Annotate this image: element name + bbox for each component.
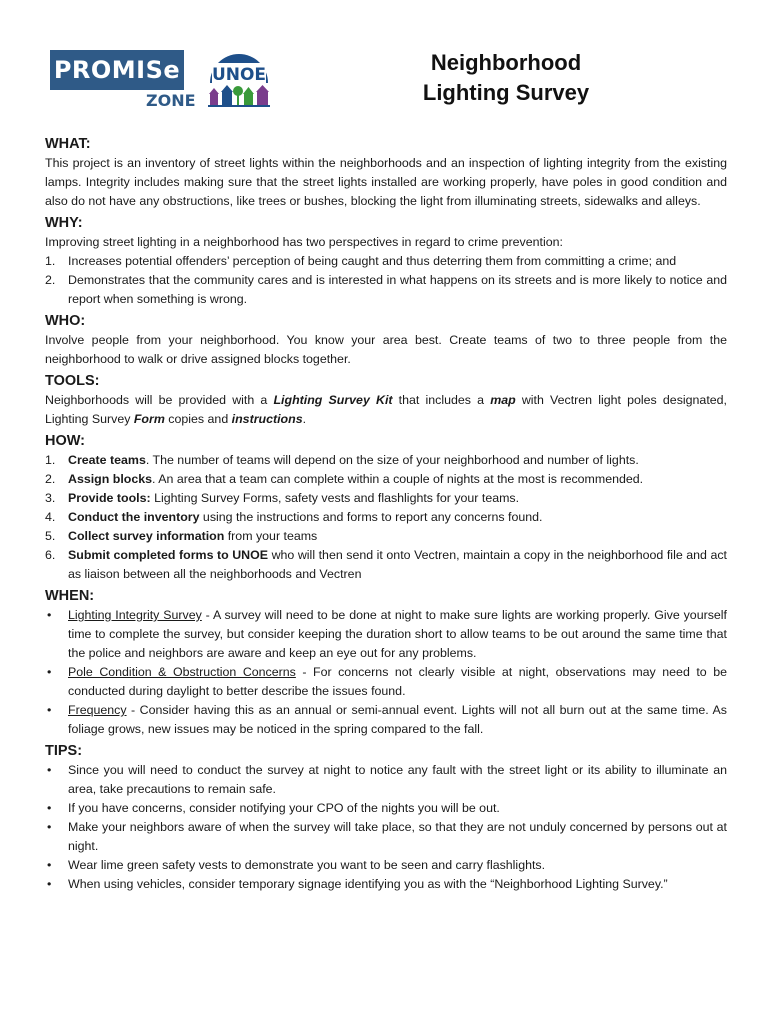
tools-kit: Lighting Survey Kit [273,393,393,407]
promise-logo-word: PROMISe [50,50,184,90]
list-bold: Submit completed forms to UNOE [68,548,269,562]
heading-what: WHAT: [45,136,91,152]
list-number: 2. [45,472,56,486]
list-item [45,856,727,875]
section-tips [45,741,727,894]
list-item [45,663,727,701]
tools-instructions: instructions [231,412,303,426]
list-item [45,761,727,799]
heading-who: WHO: [45,313,86,329]
section-when [45,586,727,739]
promise-zone-logo [50,50,196,114]
list-item [45,508,727,527]
bullet: • [47,665,52,679]
section-who [45,311,727,369]
list-bold: Create teams [68,453,146,467]
list-underlined: Lighting Integrity Survey [68,608,202,622]
how-list [45,451,727,584]
tools-text-part: that includes a [392,393,491,407]
what-text: This project is an inventory of street lights within the neighborhoods and an inspection of lighting integrity from the existing lamps. Integrity includes making sure that the street lights installed are working properly, have poles in good condition and also do not have any obstructions, like trees or bushes, blocking the light from illuminating streets, sidewalks and alleys. [45,156,727,208]
list-item [45,451,727,470]
heading-tips: TIPS: [45,743,83,759]
list-underlined: Pole Condition & Obstruction Concerns [68,665,296,679]
who-text: Involve people from your neighborhood. You know your area best. Create teams of two to three people from the neighborhood to walk or drive assigned blocks together. [45,333,727,366]
unoe-logo [206,49,272,111]
tools-text-part: copies and [164,412,232,426]
heading-how: HOW: [45,433,86,449]
tools-form: Form [133,412,165,426]
section-why [45,213,727,309]
bullet: • [47,608,52,622]
list-text: who will then send it onto Vectren, maintain a copy in the neighborhood file and act as liaison between all the neighborhoods and Vectren [68,548,727,581]
list-text: . An area that a team can complete within a couple of nights at the most is recommended. [152,472,644,486]
list-number: 1. [45,453,56,467]
list-text: When using vehicles, consider temporary signage identifying you as with the “Neighborhood Lighting Survey.” [68,877,668,891]
tools-text-part: with Vectren light poles designated, Lighting Survey [45,393,727,426]
tools-text [45,391,727,429]
list-text: using the instructions and forms to report any concerns found. [199,510,543,524]
list-text: If you have concerns, consider notifying your CPO of the nights you will be out. [68,801,500,815]
bullet: • [47,877,52,891]
promise-logo-sub: ZONE [146,91,196,110]
list-item [45,527,727,546]
heading-why: WHY: [45,215,83,231]
list-number: 4. [45,510,56,524]
bullet: • [47,703,52,717]
heading-when: WHEN: [45,588,95,604]
list-number: 6. [45,548,56,562]
list-item [45,818,727,856]
tips-list [45,761,727,894]
list-text: Lighting Survey Forms, safety vests and flashlights for your teams. [150,491,520,505]
list-text: Wear lime green safety vests to demonstrate you want to be seen and carry flashlights. [68,858,546,872]
list-underlined: Frequency [68,703,127,717]
title-line-2: Lighting Survey [422,80,590,105]
list-text: - A survey will need to be done at night to make sure lights are working properly. Give yourself time to complete the survey, but consider keeping the duration short to allow teams to be out around the same time that the police and neighbors are aware and keep an eye out for any problems. [68,608,727,660]
list-text: Demonstrates that the community cares and is interested in what happens on its streets and is more likely to notice and report when something is wrong. [68,273,727,306]
why-intro: Improving street lighting in a neighborhood has two perspectives in regard to crime prevention: [45,235,563,249]
list-text: - Consider having this as an annual or semi-annual event. Lights will not all burn out at the same time. As foliage grows, new issues may be noticed in the spring compared to the fall. [68,703,727,736]
bullet: • [47,858,52,872]
list-text: from your teams [224,529,318,543]
bullet: • [47,763,52,777]
list-bold: Collect survey information [68,529,225,543]
document-body [45,134,727,896]
list-text: Since you will need to conduct the survey at night to notice any fault with the street light or its ability to illuminate an area, take precautions to remain safe. [68,763,727,796]
list-item [45,606,727,663]
list-number: 2. [45,273,56,287]
list-text: - For concerns not clearly visible at night, observations may need to be conducted during daylight to better describe the issues found. [68,665,727,698]
list-text: Increases potential offenders’ perception of being caught and thus deterring them from committing a crime; and [68,254,677,268]
list-item [45,875,727,894]
list-item [45,799,727,818]
list-item [45,271,727,309]
tools-map: map [490,393,516,407]
list-item [45,701,727,739]
bullet: • [47,801,52,815]
list-bold: Assign blocks [68,472,153,486]
why-list [45,252,727,309]
list-item [45,470,727,489]
heading-tools: TOOLS: [45,373,100,389]
list-text: Make your neighbors aware of when the survey will take place, so that they are not unduly concerned by persons out at night. [68,820,727,853]
when-list [45,606,727,739]
list-bold: Provide tools: [68,491,151,505]
tools-text-part: Neighborhoods will be provided with a [45,393,274,407]
section-what [45,134,727,211]
list-bold: Conduct the inventory [68,510,200,524]
page-title [396,48,616,108]
unoe-logo-word: UNOE [211,65,267,85]
bullet: • [47,820,52,834]
tools-text-part: . [302,412,307,426]
list-item [45,489,727,508]
list-number: 1. [45,254,56,268]
list-text: . The number of teams will depend on the size of your neighborhood and number of lights. [145,453,639,467]
section-tools [45,371,727,429]
title-line-1: Neighborhood [430,50,582,75]
list-number: 5. [45,529,56,543]
list-item [45,252,727,271]
list-number: 3. [45,491,56,505]
list-item [45,546,727,584]
section-how [45,431,727,584]
